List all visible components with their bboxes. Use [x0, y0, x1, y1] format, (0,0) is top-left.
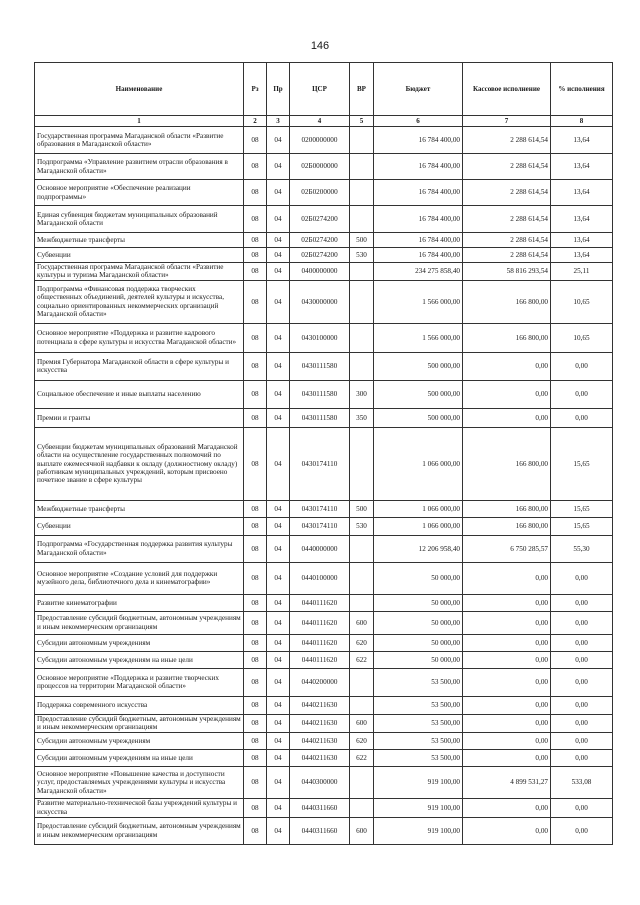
cell-budget: 50 000,00 [374, 562, 463, 594]
cell-vr [350, 323, 374, 352]
cell-csr: 02Б0274200 [290, 248, 350, 263]
cell-csr: 0430174110 [290, 427, 350, 500]
cell-cash: 166 800,00 [463, 517, 551, 535]
cell-rz: 08 [244, 127, 267, 154]
cell-name: Единая субвенция бюджетам муниципальных образований Магаданской области [35, 206, 244, 233]
cell-vr: 620 [350, 634, 374, 651]
column-number-row [35, 116, 613, 127]
table-row [35, 817, 613, 844]
table-row [35, 696, 613, 714]
cell-vr: 620 [350, 732, 374, 749]
cell-budget: 1 066 000,00 [374, 517, 463, 535]
cell-cash: 0,00 [463, 594, 551, 611]
cell-pct: 13,64 [551, 248, 613, 263]
table-row [35, 517, 613, 535]
cell-csr: 0430100000 [290, 323, 350, 352]
cell-cash: 166 800,00 [463, 323, 551, 352]
table-row [35, 766, 613, 798]
cell-name: Подпрограмма «Управление развитием отрасли образования в Магаданской области» [35, 154, 244, 180]
cell-name: Основное мероприятие «Повышение качества и доступности услуг, предоставляемых учреждениями культуры и искусства Магаданской области» [35, 766, 244, 798]
cell-pct: 0,00 [551, 594, 613, 611]
cell-cash: 0,00 [463, 714, 551, 732]
cell-csr: 0200000000 [290, 127, 350, 154]
cell-name: Государственная программа Магаданской области «Развитие образования в Магаданской области» [35, 127, 244, 154]
cell-pct: 15,65 [551, 517, 613, 535]
table-row [35, 500, 613, 517]
page-number: 146 [310, 40, 330, 52]
cell-name: Субвенции [35, 517, 244, 535]
cell-pr: 04 [267, 427, 290, 500]
cell-rz: 08 [244, 594, 267, 611]
table-row [35, 280, 613, 323]
cell-pct: 10,65 [551, 323, 613, 352]
cell-budget: 919 100,00 [374, 798, 463, 817]
cell-rz: 08 [244, 732, 267, 749]
cell-budget: 50 000,00 [374, 651, 463, 668]
cell-vr [350, 127, 374, 154]
cell-vr: 300 [350, 380, 374, 408]
cell-csr: 0430174110 [290, 500, 350, 517]
cell-name: Развитие материально-технической базы учреждений культуры и искусства [35, 798, 244, 817]
cell-vr [350, 427, 374, 500]
cell-cash: 2 288 614,54 [463, 248, 551, 263]
cell-name: Подпрограмма «Финансовая поддержка творческих общественных объединений, деятелей культуры и искусства, социально ориентированных некоммерческих организаций Магаданской области» [35, 280, 244, 323]
header-csr: ЦСР [290, 63, 350, 116]
cell-budget: 50 000,00 [374, 594, 463, 611]
cell-csr: 0440111620 [290, 634, 350, 651]
cell-csr: 0440111620 [290, 594, 350, 611]
cell-cash: 0,00 [463, 352, 551, 380]
cell-pr: 04 [267, 248, 290, 263]
cell-csr: 02Б0200000 [290, 180, 350, 206]
cell-budget: 500 000,00 [374, 352, 463, 380]
cell-csr: 0440211630 [290, 732, 350, 749]
cell-rz: 08 [244, 634, 267, 651]
cell-csr: 0430111580 [290, 408, 350, 427]
cell-rz: 08 [244, 380, 267, 408]
cell-vr: 530 [350, 248, 374, 263]
cell-rz: 08 [244, 500, 267, 517]
cell-budget: 53 500,00 [374, 668, 463, 696]
cell-rz: 08 [244, 427, 267, 500]
cell-rz: 08 [244, 611, 267, 634]
cell-budget: 919 100,00 [374, 817, 463, 844]
cell-vr [350, 562, 374, 594]
cell-budget: 50 000,00 [374, 634, 463, 651]
cell-csr: 0440111620 [290, 611, 350, 634]
cell-cash: 166 800,00 [463, 280, 551, 323]
cell-pr: 04 [267, 380, 290, 408]
table-row [35, 732, 613, 749]
cell-pct: 533,08 [551, 766, 613, 798]
cell-budget: 16 784 400,00 [374, 180, 463, 206]
column-number: 6 [374, 116, 463, 127]
cell-pr: 04 [267, 668, 290, 696]
cell-csr: 0430000000 [290, 280, 350, 323]
cell-csr: 02Б0000000 [290, 154, 350, 180]
table-row [35, 634, 613, 651]
cell-name: Субсидии автономным учреждениям [35, 634, 244, 651]
cell-vr: 600 [350, 817, 374, 844]
cell-name: Подпрограмма «Государственная поддержка развития культуры Магаданской области» [35, 535, 244, 562]
cell-rz: 08 [244, 817, 267, 844]
cell-rz: 08 [244, 749, 267, 766]
cell-pct: 13,64 [551, 180, 613, 206]
header-vr: ВР [350, 63, 374, 116]
cell-pct: 0,00 [551, 749, 613, 766]
cell-cash: 2 288 614,54 [463, 127, 551, 154]
cell-pr: 04 [267, 651, 290, 668]
cell-vr [350, 263, 374, 281]
cell-cash: 166 800,00 [463, 500, 551, 517]
cell-rz: 08 [244, 714, 267, 732]
cell-pr: 04 [267, 352, 290, 380]
cell-pct: 0,00 [551, 668, 613, 696]
cell-cash: 0,00 [463, 798, 551, 817]
cell-rz: 08 [244, 562, 267, 594]
cell-vr [350, 180, 374, 206]
cell-budget: 16 784 400,00 [374, 233, 463, 248]
header-rz: Рз [244, 63, 267, 116]
header-row [35, 63, 613, 116]
cell-csr: 0400000000 [290, 263, 350, 281]
cell-pct: 0,00 [551, 714, 613, 732]
cell-pr: 04 [267, 154, 290, 180]
cell-rz: 08 [244, 651, 267, 668]
cell-csr: 0430111580 [290, 352, 350, 380]
table-row [35, 180, 613, 206]
cell-vr: 530 [350, 517, 374, 535]
cell-vr [350, 206, 374, 233]
cell-pct: 0,00 [551, 611, 613, 634]
cell-name: Межбюджетные трансферты [35, 233, 244, 248]
cell-vr [350, 766, 374, 798]
cell-vr: 622 [350, 651, 374, 668]
cell-csr: 0440000000 [290, 535, 350, 562]
cell-rz: 08 [244, 517, 267, 535]
cell-pr: 04 [267, 127, 290, 154]
cell-budget: 16 784 400,00 [374, 248, 463, 263]
cell-budget: 53 500,00 [374, 749, 463, 766]
cell-rz: 08 [244, 154, 267, 180]
cell-cash: 0,00 [463, 817, 551, 844]
cell-rz: 08 [244, 233, 267, 248]
table-row [35, 352, 613, 380]
cell-pr: 04 [267, 323, 290, 352]
cell-rz: 08 [244, 280, 267, 323]
cell-budget: 500 000,00 [374, 380, 463, 408]
table-row [35, 651, 613, 668]
cell-budget: 1 066 000,00 [374, 500, 463, 517]
cell-csr: 0440200000 [290, 668, 350, 696]
cell-csr: 02Б0274200 [290, 206, 350, 233]
table-row [35, 668, 613, 696]
cell-vr: 350 [350, 408, 374, 427]
cell-budget: 53 500,00 [374, 732, 463, 749]
cell-rz: 08 [244, 408, 267, 427]
cell-rz: 08 [244, 180, 267, 206]
cell-budget: 12 206 958,40 [374, 535, 463, 562]
cell-budget: 1 066 000,00 [374, 427, 463, 500]
cell-pct: 0,00 [551, 732, 613, 749]
cell-pr: 04 [267, 611, 290, 634]
cell-budget: 53 500,00 [374, 696, 463, 714]
cell-vr [350, 535, 374, 562]
table-row [35, 594, 613, 611]
table-row [35, 535, 613, 562]
cell-cash: 4 899 531,27 [463, 766, 551, 798]
cell-name: Основное мероприятие «Поддержка и развитие творческих процессов на территории Магаданской области» [35, 668, 244, 696]
table-row [35, 408, 613, 427]
column-number: 8 [551, 116, 613, 127]
cell-cash: 2 288 614,54 [463, 180, 551, 206]
cell-csr: 0440211630 [290, 749, 350, 766]
cell-pr: 04 [267, 408, 290, 427]
cell-vr: 500 [350, 233, 374, 248]
cell-csr: 0440300000 [290, 766, 350, 798]
table-row [35, 427, 613, 500]
cell-pr: 04 [267, 798, 290, 817]
cell-budget: 234 275 858,40 [374, 263, 463, 281]
cell-name: Основное мероприятие «Создание условий для поддержки музейного дела, библиотечного дела и кинематографии» [35, 562, 244, 594]
cell-pct: 25,11 [551, 263, 613, 281]
cell-pr: 04 [267, 766, 290, 798]
cell-name: Основное мероприятие «Обеспечение реализации подпрограммы» [35, 180, 244, 206]
cell-pr: 04 [267, 263, 290, 281]
cell-budget: 500 000,00 [374, 408, 463, 427]
cell-pct: 13,64 [551, 233, 613, 248]
cell-name: Предоставление субсидий бюджетным, автономным учреждениям и иным некоммерческим организациям [35, 714, 244, 732]
cell-rz: 08 [244, 798, 267, 817]
cell-vr: 622 [350, 749, 374, 766]
cell-cash: 0,00 [463, 651, 551, 668]
cell-pct: 13,64 [551, 206, 613, 233]
cell-cash: 166 800,00 [463, 427, 551, 500]
cell-vr [350, 696, 374, 714]
cell-name: Социальное обеспечение и иные выплаты населению [35, 380, 244, 408]
cell-vr [350, 352, 374, 380]
cell-vr [350, 280, 374, 323]
table-row [35, 749, 613, 766]
cell-budget: 16 784 400,00 [374, 154, 463, 180]
cell-vr [350, 594, 374, 611]
cell-csr: 0430174110 [290, 517, 350, 535]
cell-budget: 1 566 000,00 [374, 280, 463, 323]
cell-name: Развитие кинематографии [35, 594, 244, 611]
cell-cash: 0,00 [463, 380, 551, 408]
cell-pct: 0,00 [551, 817, 613, 844]
cell-cash: 2 288 614,54 [463, 154, 551, 180]
cell-pr: 04 [267, 206, 290, 233]
cell-cash: 0,00 [463, 696, 551, 714]
cell-name: Межбюджетные трансферты [35, 500, 244, 517]
cell-csr: 0440311660 [290, 798, 350, 817]
cell-pr: 04 [267, 714, 290, 732]
column-number: 5 [350, 116, 374, 127]
cell-pr: 04 [267, 562, 290, 594]
cell-vr [350, 154, 374, 180]
cell-pr: 04 [267, 732, 290, 749]
column-number: 4 [290, 116, 350, 127]
cell-cash: 0,00 [463, 562, 551, 594]
cell-pct: 15,65 [551, 427, 613, 500]
cell-pr: 04 [267, 280, 290, 323]
cell-pct: 0,00 [551, 408, 613, 427]
cell-pct: 15,65 [551, 500, 613, 517]
cell-rz: 08 [244, 263, 267, 281]
cell-name: Премия Губернатора Магаданской области в сфере культуры и искусства [35, 352, 244, 380]
cell-cash: 0,00 [463, 611, 551, 634]
cell-vr [350, 798, 374, 817]
cell-name: Субвенции [35, 248, 244, 263]
cell-cash: 0,00 [463, 668, 551, 696]
cell-budget: 53 500,00 [374, 714, 463, 732]
column-number: 1 [35, 116, 244, 127]
cell-cash: 2 288 614,54 [463, 206, 551, 233]
cell-name: Субсидии автономным учреждениям [35, 732, 244, 749]
cell-pct: 10,65 [551, 280, 613, 323]
cell-budget: 50 000,00 [374, 611, 463, 634]
cell-rz: 08 [244, 248, 267, 263]
cell-name: Субвенции бюджетам муниципальных образований Магаданской области на осуществление государственных полномочий по выплате ежемесячной надбавки к окладу (должностному окладу) работникам муниципальных учреждений, которым присвоено почетное звание в сфере культуры [35, 427, 244, 500]
cell-pct: 0,00 [551, 696, 613, 714]
cell-rz: 08 [244, 535, 267, 562]
cell-name: Основное мероприятие «Поддержка и развитие кадрового потенциала в сфере культуры и искусства Магаданской области» [35, 323, 244, 352]
table-row [35, 714, 613, 732]
cell-cash: 6 750 285,57 [463, 535, 551, 562]
cell-vr: 500 [350, 500, 374, 517]
cell-pct: 0,00 [551, 798, 613, 817]
cell-pct: 55,30 [551, 535, 613, 562]
cell-budget: 919 100,00 [374, 766, 463, 798]
cell-rz: 08 [244, 206, 267, 233]
cell-pr: 04 [267, 749, 290, 766]
cell-rz: 08 [244, 696, 267, 714]
cell-pct: 0,00 [551, 562, 613, 594]
cell-pr: 04 [267, 594, 290, 611]
cell-name: Предоставление субсидий бюджетным, автономным учреждениям и иным некоммерческим организациям [35, 611, 244, 634]
table-row [35, 263, 613, 281]
cell-cash: 58 816 293,54 [463, 263, 551, 281]
header-pct: % исполнения [551, 63, 613, 116]
cell-csr: 0440100000 [290, 562, 350, 594]
table-row [35, 233, 613, 248]
column-number: 7 [463, 116, 551, 127]
cell-budget: 16 784 400,00 [374, 127, 463, 154]
cell-csr: 0430111580 [290, 380, 350, 408]
table-row [35, 154, 613, 180]
cell-pct: 0,00 [551, 380, 613, 408]
cell-cash: 0,00 [463, 408, 551, 427]
cell-pct: 13,64 [551, 127, 613, 154]
cell-pct: 13,64 [551, 154, 613, 180]
cell-vr: 600 [350, 611, 374, 634]
cell-budget: 1 566 000,00 [374, 323, 463, 352]
cell-vr: 600 [350, 714, 374, 732]
cell-csr: 0440211630 [290, 714, 350, 732]
cell-csr: 0440111620 [290, 651, 350, 668]
header-pr: Пр [267, 63, 290, 116]
cell-pr: 04 [267, 817, 290, 844]
cell-rz: 08 [244, 766, 267, 798]
cell-pr: 04 [267, 517, 290, 535]
cell-name: Субсидии автономным учреждениям на иные цели [35, 651, 244, 668]
cell-name: Премии и гранты [35, 408, 244, 427]
column-number: 2 [244, 116, 267, 127]
header-budget: Бюджет [374, 63, 463, 116]
table-row [35, 798, 613, 817]
table-row [35, 248, 613, 263]
cell-pr: 04 [267, 634, 290, 651]
cell-pct: 0,00 [551, 352, 613, 380]
table-row [35, 206, 613, 233]
cell-pct: 0,00 [551, 634, 613, 651]
cell-vr [350, 668, 374, 696]
table-row [35, 611, 613, 634]
cell-pr: 04 [267, 696, 290, 714]
table-row [35, 127, 613, 154]
table-row [35, 323, 613, 352]
cell-name: Поддержка современного искусства [35, 696, 244, 714]
cell-pct: 0,00 [551, 651, 613, 668]
cell-name: Государственная программа Магаданской области «Развитие культуры и туризма Магаданской области» [35, 263, 244, 281]
cell-csr: 02Б0274200 [290, 233, 350, 248]
cell-csr: 0440311660 [290, 817, 350, 844]
cell-cash: 0,00 [463, 749, 551, 766]
cell-rz: 08 [244, 352, 267, 380]
cell-pr: 04 [267, 180, 290, 206]
header-cash: Кассовое исполнение [463, 63, 551, 116]
cell-pr: 04 [267, 500, 290, 517]
cell-name: Предоставление субсидий бюджетным, автономным учреждениям и иным некоммерческим организациям [35, 817, 244, 844]
cell-rz: 08 [244, 323, 267, 352]
cell-pr: 04 [267, 233, 290, 248]
budget-execution-table [34, 62, 613, 845]
cell-budget: 16 784 400,00 [374, 206, 463, 233]
cell-cash: 0,00 [463, 732, 551, 749]
table-row [35, 562, 613, 594]
header-name: Наименование [35, 63, 244, 116]
table-row [35, 380, 613, 408]
cell-rz: 08 [244, 668, 267, 696]
cell-csr: 0440211630 [290, 696, 350, 714]
cell-name: Субсидии автономным учреждениям на иные цели [35, 749, 244, 766]
cell-cash: 2 288 614,54 [463, 233, 551, 248]
cell-pr: 04 [267, 535, 290, 562]
table-body [35, 116, 613, 845]
cell-cash: 0,00 [463, 634, 551, 651]
column-number: 3 [267, 116, 290, 127]
